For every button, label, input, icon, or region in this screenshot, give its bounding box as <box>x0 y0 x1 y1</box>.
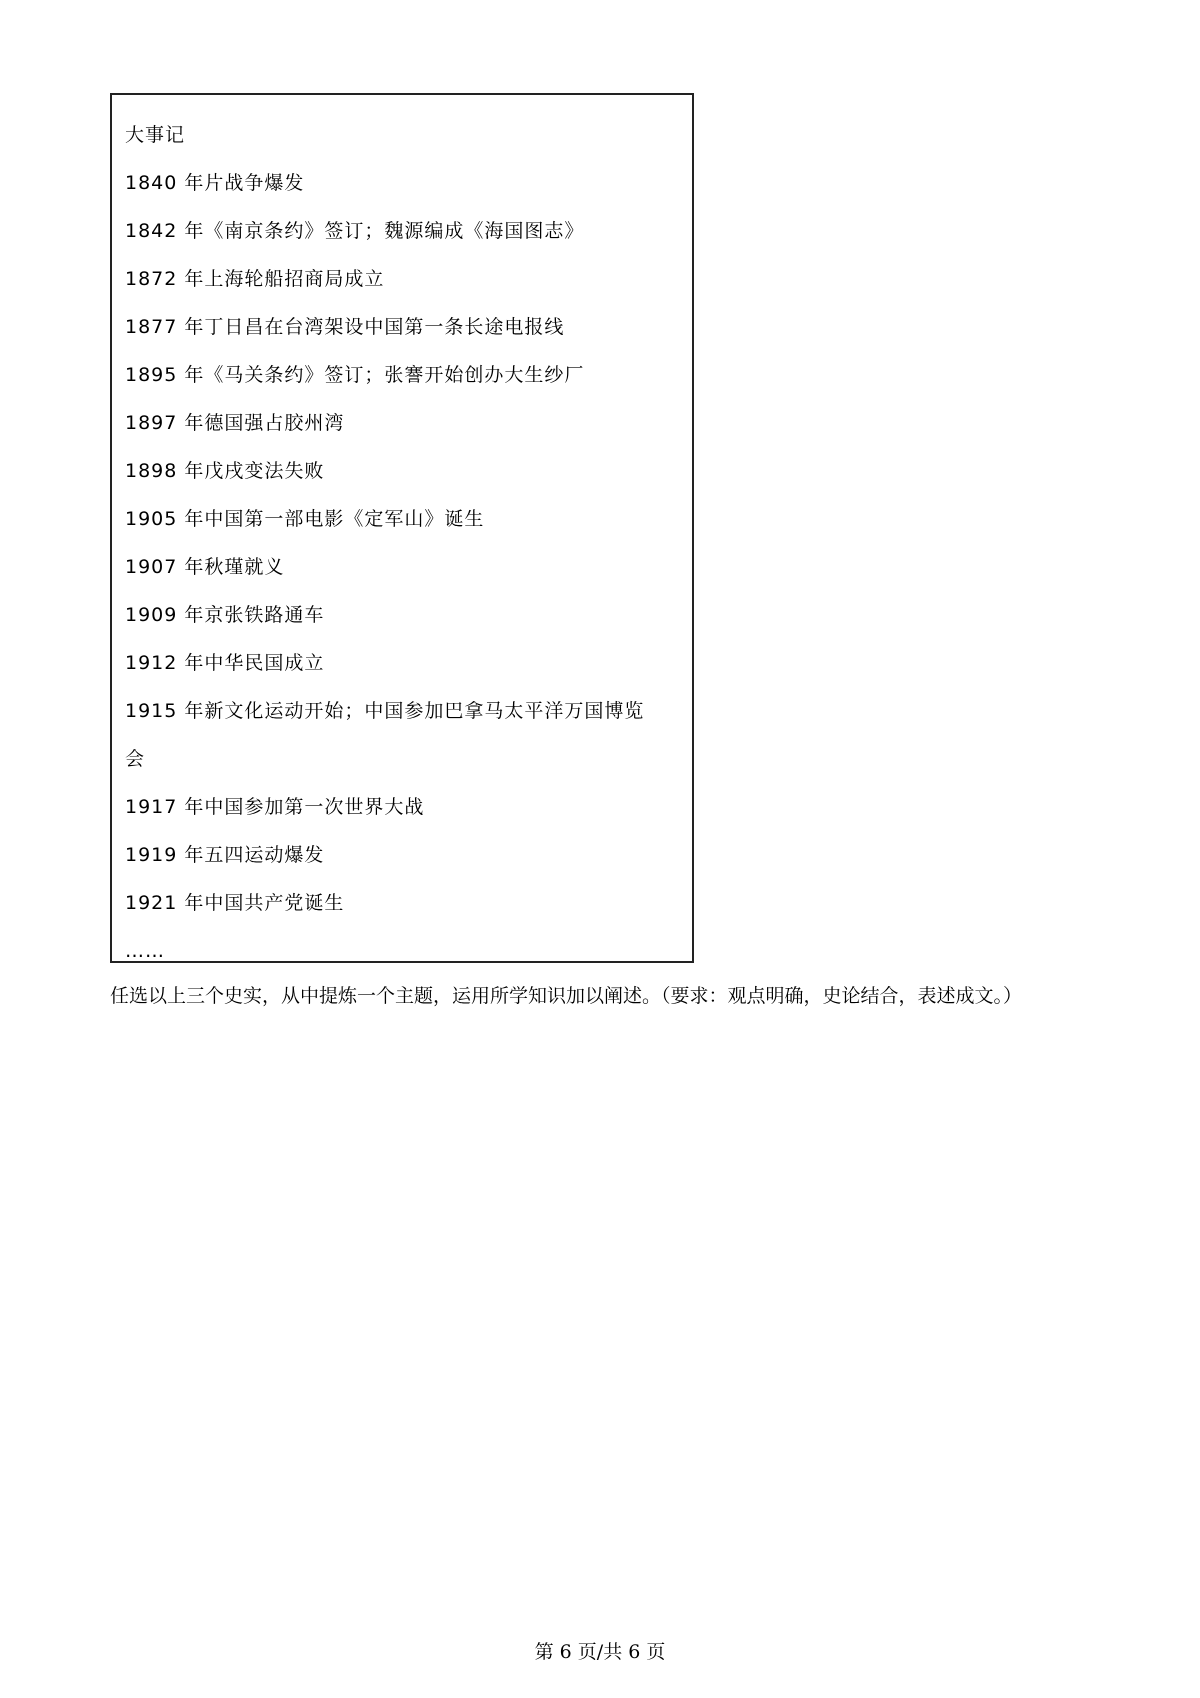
event-item: 1895 年《马关条约》签订；张謇开始创办大生纱厂 <box>125 364 585 386</box>
event-item: 1840 年片战争爆发 <box>125 172 305 194</box>
event-item: 1905 年中国第一部电影《定军山》诞生 <box>125 508 485 530</box>
event-item: 1907 年秋瑾就义 <box>125 556 285 578</box>
event-item: 1898 年戊戌变法失败 <box>125 460 325 482</box>
question-text: 任选以上三个史实，从中提炼一个主题，运用所学知识加以阐述。（要求：观点明确，史论结合，表述成文。） <box>110 985 1023 1007</box>
events-box <box>110 93 694 963</box>
event-item: 1915 年新文化运动开始；中国参加巴拿马太平洋万国博览 <box>125 700 645 722</box>
event-item: 1872 年上海轮船招商局成立 <box>125 268 385 290</box>
event-item: 1842 年《南京条约》签订；魏源编成《海国图志》 <box>125 220 585 242</box>
ellipsis: …… <box>125 940 165 962</box>
event-item: 1877 年丁日昌在台湾架设中国第一条长途电报线 <box>125 316 565 338</box>
event-item: 1909 年京张铁路通车 <box>125 604 325 626</box>
event-item: 1912 年中华民国成立 <box>125 652 325 674</box>
event-item-continued: 会 <box>125 748 146 770</box>
page-footer: 第 6 页/共 6 页 <box>534 1641 666 1663</box>
box-title: 大事记 <box>125 124 186 146</box>
event-item: 1897 年德国强占胶州湾 <box>125 412 345 434</box>
event-item: 1917 年中国参加第一次世界大战 <box>125 796 425 818</box>
event-item: 1921 年中国共产党诞生 <box>125 892 345 914</box>
event-item: 1919 年五四运动爆发 <box>125 844 325 866</box>
events-list <box>125 111 684 975</box>
